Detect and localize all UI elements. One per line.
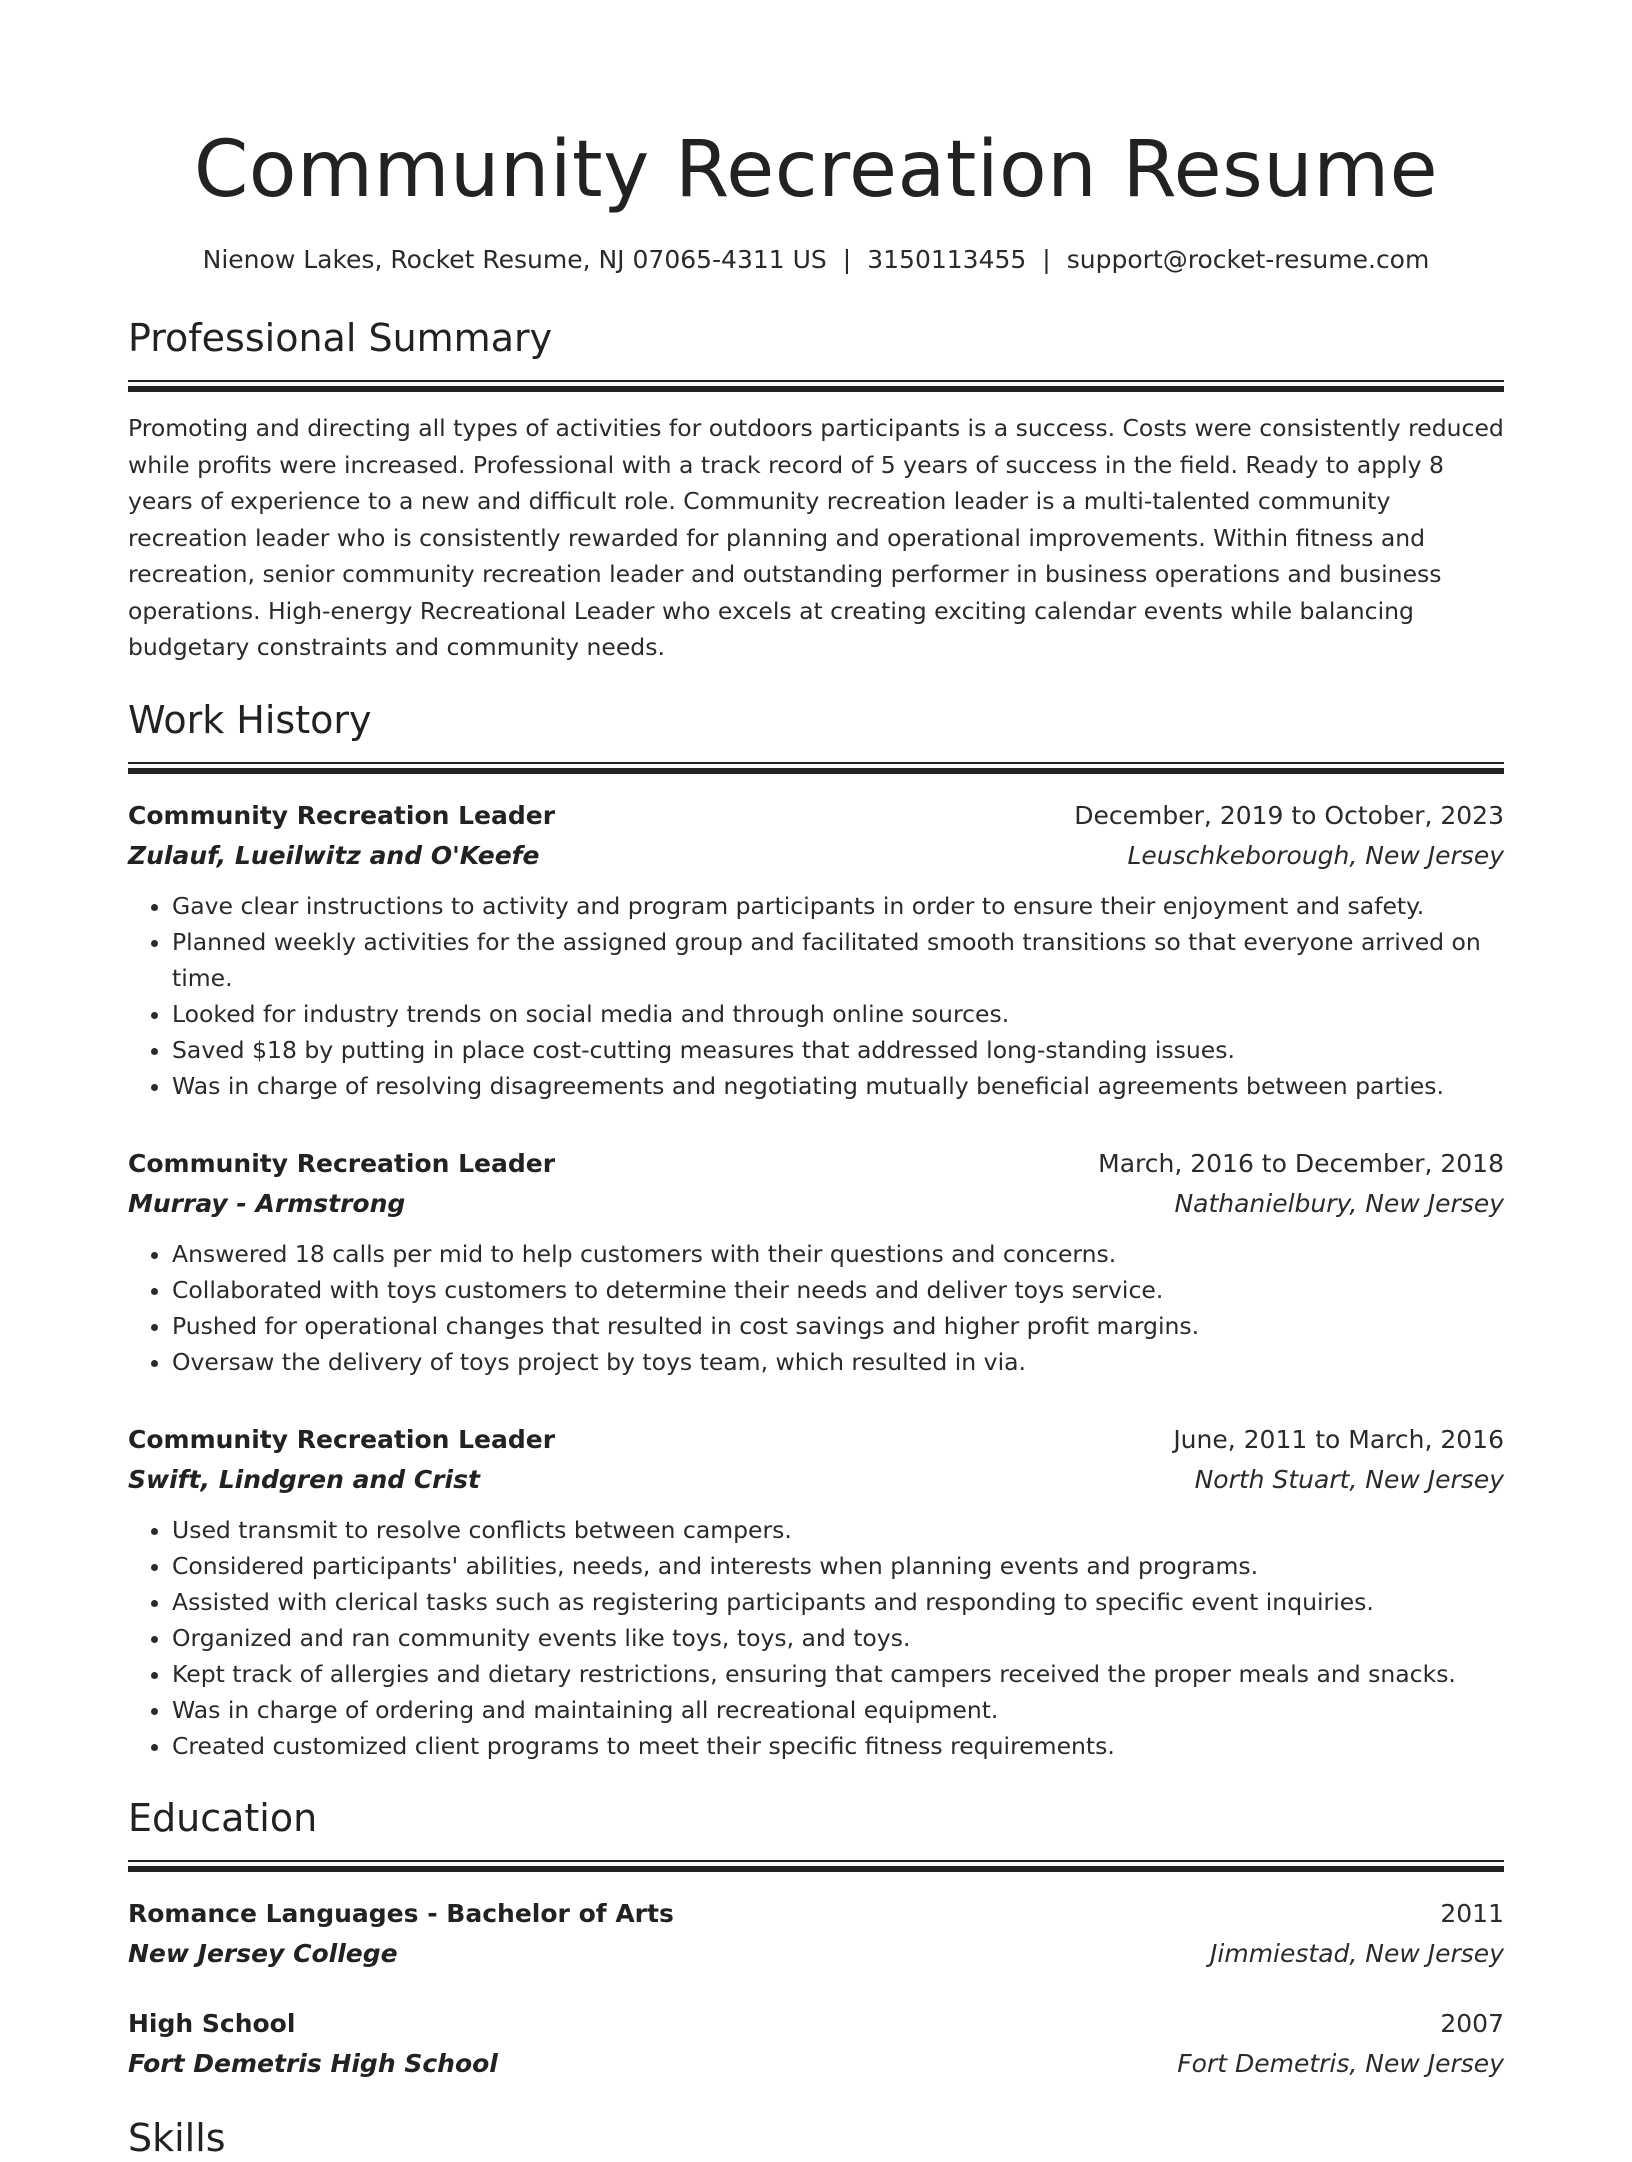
job-location: North Stuart, New Jersey [1194,1464,1504,1494]
job-bullets [128,1236,1504,1380]
job-bullet: • Assisted with clerical tasks such as registering participants and responding to specific event inquiries. [172,1584,1504,1620]
education-degree: Romance Languages - Bachelor of Arts [128,1898,674,1928]
education-location: Jimmiestad, New Jersey [1210,1938,1504,1968]
job-bullet: • Created customized client programs to meet their specific fitness requirements. [172,1728,1504,1764]
job-entry [128,1420,1504,1764]
job-bullet: • Considered participants' abilities, needs, and interests when planning events and programs. [172,1548,1504,1584]
education-school: Fort Demetris High School [128,2048,498,2078]
job-bullet: • Saved $18 by putting in place cost-cutting measures that addressed long-standing issues. [172,1032,1504,1068]
education-entry [128,1894,1504,1974]
resume-title: Community Recreation Resume [193,125,1439,215]
education-entry [128,2004,1504,2084]
contact-separator: | [842,245,852,274]
work-history-section [128,696,1504,1764]
summary-section [128,314,1504,666]
contact-address: Nienow Lakes, Rocket Resume, NJ 07065-4311 US [202,245,827,274]
contact-phone: 3150113455 [867,245,1027,274]
section-divider [128,380,1504,392]
contact-line [128,242,1504,278]
education-year: 2007 [1440,2008,1504,2038]
job-location: Leuschkeborough, New Jersey [1127,840,1504,870]
section-title-summary: Professional Summary [128,316,553,360]
job-location: Nathanielbury, New Jersey [1174,1188,1504,1218]
education-location: Fort Demetris, New Jersey [1177,2048,1504,2078]
job-bullets [128,1512,1504,1764]
job-bullets [128,888,1504,1104]
job-bullet: • Collaborated with toys customers to determine their needs and deliver toys service. [172,1272,1504,1308]
job-title: Community Recreation Leader [128,1424,556,1454]
job-dates: June, 2011 to March, 2016 [1173,1424,1504,1454]
job-company: Swift, Lindgren and Crist [128,1464,480,1494]
summary-text: Promoting and directing all types of activities for outdoors participants is a success. Costs were consistently reduced while profits were increased. Professional with a track record of 5 years of success in the field. Ready to apply 8 years of experience to a new and difficult role. Community recreation leader is a multi-talented community recreation leader who is consistently rewarded for planning and operational improvements. Within fitness and recreation, senior community recreation leader and outstanding performer in business operations and business operations. High-energy Recreational Leader who excels at creating exciting calendar events while balancing budgetary constraints and community needs. [128,414,1504,661]
resume-page [128,0,1504,2162]
job-bullet: • Kept track of allergies and dietary restrictions, ensuring that campers received the proper meals and snacks. [172,1656,1504,1692]
job-entry [128,796,1504,1104]
education-section [128,1794,1504,2084]
job-entry [128,1144,1504,1380]
contact-email: support@rocket-resume.com [1066,245,1430,274]
education-year: 2011 [1440,1898,1504,1928]
section-title-skills: Skills [128,2115,226,2160]
job-bullet: • Answered 18 calls per mid to help customers with their questions and concerns. [172,1236,1504,1272]
section-title-education: Education [128,1795,318,1840]
job-company: Murray - Armstrong [128,1188,406,1218]
job-dates: December, 2019 to October, 2023 [1074,800,1504,830]
section-divider [128,762,1504,774]
job-title: Community Recreation Leader [128,800,556,830]
job-bullet: • Pushed for operational changes that resulted in cost savings and higher profit margins. [172,1308,1504,1344]
job-bullet: • Looked for industry trends on social media and through online sources. [172,996,1504,1032]
job-bullet: • Used transmit to resolve conflicts between campers. [172,1512,1504,1548]
job-bullet: • Oversaw the delivery of toys project by toys team, which resulted in via. [172,1344,1504,1380]
job-title: Community Recreation Leader [128,1148,556,1178]
job-bullet: • Gave clear instructions to activity and program participants in order to ensure their enjoyment and safety. [172,888,1504,924]
section-title-work: Work History [128,697,372,742]
education-degree: High School [128,2008,296,2038]
skills-section [128,2114,1504,2162]
job-company: Zulauf, Lueilwitz and O'Keefe [128,840,540,870]
education-school: New Jersey College [128,1938,398,1968]
section-divider [128,1860,1504,1872]
job-bullet: • Was in charge of resolving disagreements and negotiating mutually beneficial agreements between parties. [172,1068,1504,1104]
contact-separator: | [1042,245,1051,274]
job-bullet: • Was in charge of ordering and maintaining all recreational equipment. [172,1692,1504,1728]
job-dates: March, 2016 to December, 2018 [1098,1148,1504,1178]
job-bullet: • Planned weekly activities for the assigned group and facilitated smooth transitions so that everyone arrived on time. [172,924,1504,996]
job-bullet: • Organized and ran community events like toys, toys, and toys. [172,1620,1504,1656]
